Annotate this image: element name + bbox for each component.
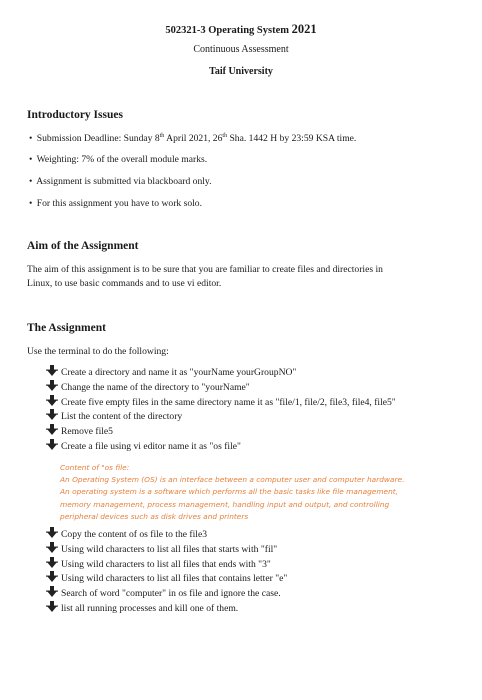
down-arrow-icon: [46, 409, 58, 420]
course-title: [0, 22, 482, 37]
deadline-bullet: • Submission Deadline: Sunday 8th April 2021, 26th Sha. 1442 H by 23:59 KSA time.: [29, 132, 357, 144]
task-item: [46, 601, 238, 614]
task-item: [46, 586, 281, 599]
task-text: Copy the content of os file to the file3: [61, 529, 208, 540]
aim-line-2: Linux, to use basic commands and to use vi editor.: [27, 277, 222, 289]
task-text: Using wild characters to list all files that contains letter "e": [61, 573, 288, 585]
task-item: [46, 380, 250, 393]
task-text: Create a file using vi editor name it as "os file": [61, 441, 241, 452]
file-content-line: peripheral devices such as disk drives and printers: [60, 511, 249, 521]
task-text: Using wild characters to list all files that ends with "3": [61, 558, 271, 570]
task-item: [46, 439, 241, 452]
down-arrow-icon: [46, 542, 58, 553]
down-arrow-icon: [46, 601, 58, 612]
aim-paragraph: [27, 263, 457, 290]
university-name: Taif University: [209, 66, 273, 77]
submission-bullet: • Assignment is submitted via blackboard only.: [29, 176, 212, 187]
assessment-subtitle: Continuous Assessment: [193, 44, 289, 55]
weighting-bullet: • Weighting: 7% of the overall module marks.: [29, 154, 208, 165]
aim-section-title: Aim of the Assignment: [27, 240, 139, 252]
task-text: Using wild characters to list all files that starts with "fil": [61, 543, 278, 555]
aim-line-1: The aim of this assignment is to be sure that you are familiar to create files and directories in: [27, 264, 383, 275]
task-item: [46, 395, 396, 408]
intro-section-title: Introductory Issues: [27, 109, 123, 121]
down-arrow-icon: [46, 557, 58, 568]
bullet-dot: •: [29, 176, 33, 187]
task-text: Search of word "computer" in os file and ignore the case.: [61, 588, 281, 600]
down-arrow-icon: [46, 527, 58, 538]
file-content-line: memory management, process management, handling input and output, and controlling: [60, 499, 390, 509]
assignment-section-title: The Assignment: [27, 322, 106, 334]
task-text: list all running processes and kill one of them.: [61, 603, 239, 614]
course-year: 2021: [291, 22, 317, 36]
task-item: [46, 542, 277, 555]
solo-bullet: • For this assignment you have to work solo.: [29, 198, 202, 209]
task-text: List the content of the directory: [61, 411, 183, 423]
bullet-dot: •: [29, 154, 33, 165]
bullet-dot: •: [29, 133, 33, 144]
task-item: [46, 424, 113, 437]
task-item: [46, 527, 207, 540]
file-content-heading: Content of "os file:: [60, 463, 130, 472]
down-arrow-icon: [46, 439, 58, 450]
down-arrow-icon: [46, 380, 58, 391]
task-item: [46, 571, 287, 584]
task-item: [46, 557, 271, 570]
down-arrow-icon: [46, 586, 58, 597]
down-arrow-icon: [46, 395, 58, 406]
down-arrow-icon: [46, 365, 58, 376]
task-item: [46, 365, 296, 378]
task-text: Create five empty files in the same directory name it as "file/1, file/2, file3, file4, file5": [61, 396, 396, 408]
assignment-intro: Use the terminal to do the following:: [27, 346, 169, 357]
task-text: Create a directory and name it as "yourName yourGroupNO": [61, 367, 297, 378]
course-code-name: 502321-3 Operating System: [165, 25, 290, 36]
task-text: Change the name of the directory to "yourName": [61, 381, 250, 393]
task-text: Remove file5: [61, 426, 113, 438]
file-content-line: An Operating System (OS) is an interface between a computer user and computer hardware.: [60, 475, 405, 485]
down-arrow-icon: [46, 424, 58, 435]
bullet-dot: •: [29, 198, 33, 209]
down-arrow-icon: [46, 571, 58, 582]
file-content-line: An operating system is a software which performs all the basic tasks like file management,: [60, 487, 399, 497]
os-file-content: [60, 462, 466, 523]
task-item: [46, 409, 182, 422]
